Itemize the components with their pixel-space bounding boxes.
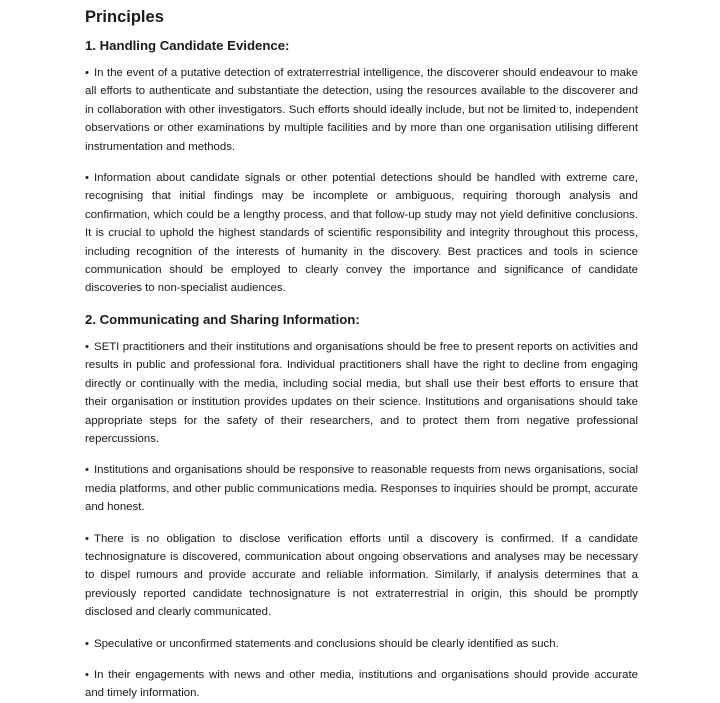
list-item — [85, 461, 638, 516]
list-item-text: SETI practitioners and their institutions and organisations should be free to present reports on activities and results in public and professional fora. Individual practitioners shall have the right to decline from engaging directly or continually with the media, including social media, but shall use their best efforts to ensure that their organisation or institution provides updates on their science. Institutions and organisations should take appropriate steps for the safety of their researchers, and to protect them from negative professional repercussions. — [85, 340, 638, 445]
list-item-text: Information about candidate signals or other potential detections should be handled with extreme care, recognising that initial findings may be incomplete or ambiguous, requiring thorough analysis and confirmation, which could be a lengthy process, and that follow-up study may not yield definitive conclusions. It is crucial to uphold the highest standards of scientific responsibility and integrity throughout this process, including recognition of the interests of humanity in the discovery. Best practices and tools in science communication should be employed to clearly convey the importance and significance of candidate discoveries to non-specialist audiences. — [85, 172, 638, 295]
bullet-icon: • — [85, 668, 89, 681]
list-item — [85, 64, 638, 156]
list-item — [85, 530, 638, 622]
bullet-icon: • — [85, 532, 89, 545]
section-handling-evidence — [85, 37, 638, 298]
list-item — [85, 666, 638, 703]
section-communicating — [85, 311, 638, 703]
bullet-icon: • — [85, 67, 89, 79]
bullet-list — [85, 64, 638, 298]
list-item-text: Institutions and organisations should be responsive to reasonable requests from news organisations, social media platforms, and other public communications media. Responses to inquiries should be prompt, accurate and honest. — [85, 464, 638, 514]
bullet-list — [85, 338, 638, 703]
list-item-text: In their engagements with news and other media, institutions and organisations should provide accurate and timely information. — [85, 668, 638, 700]
bullet-icon: • — [85, 340, 89, 353]
list-item — [85, 338, 638, 448]
section-heading: 1. Handling Candidate Evidence: — [85, 38, 290, 53]
bullet-icon: • — [85, 637, 89, 650]
list-item — [85, 169, 638, 298]
bullet-icon: • — [85, 172, 89, 185]
list-item-text: In the event of a putative detection of extraterrestrial intelligence, the discoverer should endeavour to make all efforts to authenticate and substantiate the detection, using the resources available to the discoverer and in collaboration with other investigators. Such efforts should ideally include, but not be limited to, independent observations or other examinations by multiple facilities and by more than one organisation utilising different instrumentation and methods. — [85, 67, 638, 153]
list-item-text: Speculative or unconfirmed statements and conclusions should be clearly identified as such. — [94, 637, 559, 650]
section-heading: 2. Communicating and Sharing Information: — [85, 311, 360, 327]
list-item — [85, 635, 638, 653]
bullet-icon: • — [85, 464, 89, 477]
page-title: Principles — [85, 8, 164, 26]
list-item-text: There is no obligation to disclose verification efforts until a discovery is confirmed. If a candidate technosignature is discovered, communication about ongoing observations and analyses may be necessary to dispel rumours and provide accurate and reliable information. Similarly, if analysis determines that a previously reported candidate technosignature is not extraterrestrial in origin, this should be promptly disclosed and clearly communicated. — [85, 532, 638, 619]
